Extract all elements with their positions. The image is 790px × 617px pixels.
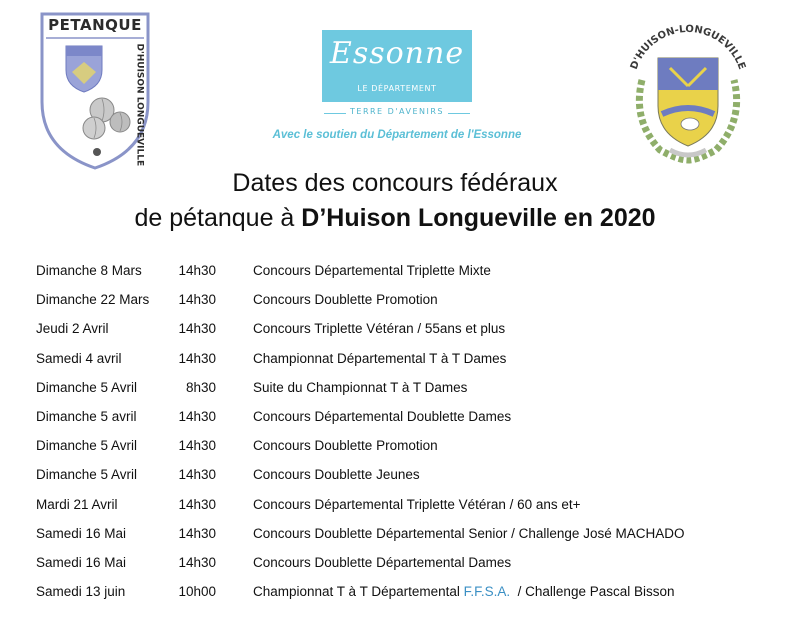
event-time: 14h30 — [178, 554, 216, 570]
town-crest-logo — [618, 10, 758, 170]
event-row — [36, 523, 756, 552]
event-date: Samedi 4 avril — [36, 350, 122, 366]
petanque-club-logo — [36, 10, 154, 172]
page-title — [0, 166, 790, 236]
town-crest-arc-text — [618, 10, 758, 90]
title-line-2-prefix: de pétanque à — [134, 204, 302, 232]
event-date: Samedi 13 juin — [36, 584, 126, 600]
essonne-logo-name: Essonne — [329, 36, 465, 71]
event-row — [36, 348, 756, 377]
event-date: Dimanche 5 Avril — [36, 379, 138, 395]
support-text: Avec le soutien du Département de l'Essonne — [272, 129, 522, 141]
logo-left-side-text — [132, 43, 146, 167]
title-line-1: Dates des concours fédéraux — [232, 169, 558, 197]
event-date: Dimanche 8 Mars — [36, 263, 142, 278]
logo-left-title: PETANQUE — [48, 16, 142, 34]
town-crest-arc-label: D'HUISON-LONGUEVILLE — [628, 23, 748, 72]
event-row — [36, 581, 756, 610]
event-time: 14h30 — [178, 350, 216, 366]
event-label: Suite du Championnat T à T Dames — [253, 379, 468, 395]
event-label: Concours Doublette Promotion — [253, 292, 438, 308]
event-label: Concours Doublette Promotion — [253, 438, 438, 454]
event-row — [36, 406, 756, 435]
event-time: 14h30 — [178, 408, 216, 424]
event-label: Concours Triplette Vétéran / 55ans et plus — [253, 321, 506, 337]
event-date: Dimanche 5 avril — [36, 408, 137, 424]
event-date: Jeudi 2 Avril — [36, 321, 109, 337]
event-label-prefix: Championnat T à T Départemental — [253, 584, 464, 600]
event-time: 14h30 — [178, 263, 216, 278]
title-line-2-bold: D’Huison Longueville en 2020 — [301, 204, 656, 232]
event-label: Concours Départemental Doublette Dames — [253, 408, 512, 424]
event-time: 14h30 — [178, 467, 216, 483]
event-row — [36, 377, 756, 406]
title-line-2 — [0, 201, 790, 236]
event-row — [36, 464, 756, 493]
event-row — [36, 435, 756, 464]
event-row — [36, 260, 756, 289]
event-label-suffix: / Challenge Pascal Bisson — [510, 584, 675, 600]
event-row — [36, 494, 756, 523]
event-row — [36, 318, 756, 347]
event-time: 14h30 — [178, 321, 216, 337]
event-date: Samedi 16 Mai — [36, 554, 127, 570]
svg-text:D'HUISON-LONGUEVILLE — [629, 24, 747, 71]
event-label: Concours Départemental Triplette Vétéran / 60 ans et+ — [253, 496, 581, 512]
essonne-logo-subtitle: LE DÉPARTEMENT — [357, 84, 437, 93]
event-row — [36, 289, 756, 318]
event-label: Concours Départemental Triplette Mixte — [253, 263, 491, 278]
event-label — [253, 584, 675, 599]
event-label: Concours Doublette Départemental Senior / Challenge José MACHADO — [253, 525, 685, 541]
event-date: Mardi 21 Avril — [36, 496, 118, 512]
event-time: 10h00 — [178, 584, 216, 600]
events-list — [36, 260, 756, 610]
essonne-logo — [322, 30, 472, 102]
logo-left-side-label: D'HUISON LONGUEVILLE — [134, 43, 145, 167]
event-date: Samedi 16 Mai — [36, 525, 127, 541]
event-time: 14h30 — [178, 496, 216, 512]
event-time: 8h30 — [185, 379, 216, 395]
event-date: Dimanche 5 Avril — [36, 438, 138, 454]
event-label: Championnat Départemental T à T Dames — [253, 350, 507, 366]
event-date: Dimanche 22 Mars — [36, 292, 150, 308]
event-label: Concours Doublette Départemental Dames — [253, 554, 512, 570]
event-time: 14h30 — [178, 525, 216, 541]
event-row — [36, 552, 756, 581]
event-date: Dimanche 5 Avril — [36, 467, 138, 483]
event-time: 14h30 — [178, 438, 216, 454]
event-label: Concours Doublette Jeunes — [253, 467, 420, 483]
ffsa-highlight: F.F.S.A. — [463, 584, 511, 600]
event-time: 14h30 — [178, 292, 216, 308]
essonne-tagline: TERRE D'AVENIRS — [350, 107, 444, 116]
